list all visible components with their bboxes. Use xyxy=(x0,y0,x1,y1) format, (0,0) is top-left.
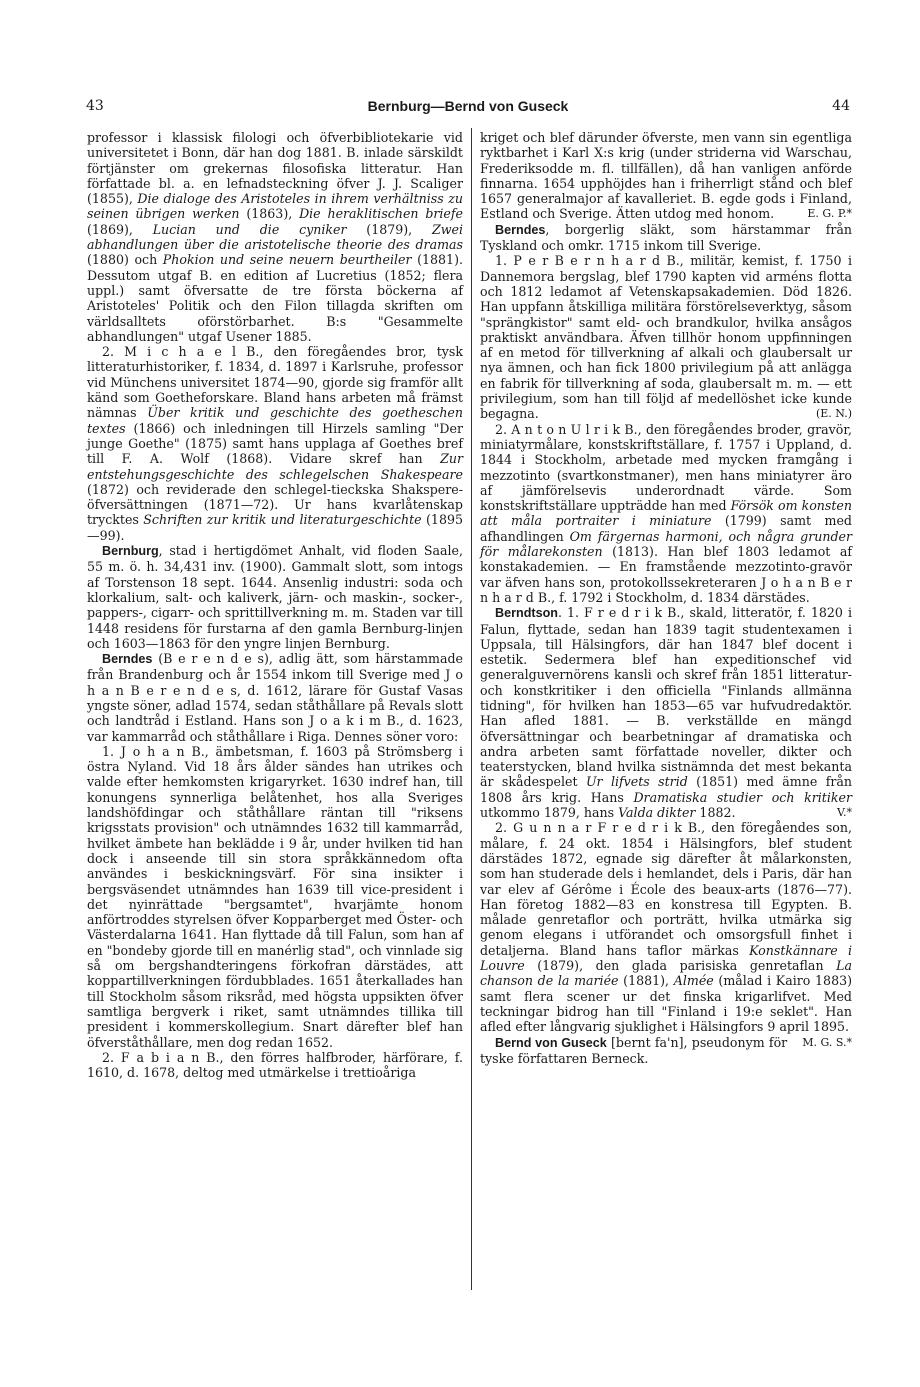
page-header xyxy=(86,98,850,120)
text-run: 2. M i c h a e l B., den föregåendes bror, tysk litteraturhistoriker, f. 1834, d. 1897 i Karlsruhe, professor vid Münchens universitet 1874—90, gjorde sig framför allt känd som Goetheforskare. Bland hans arbeten må främst nämnas xyxy=(87,344,463,421)
text-run: (B e r e n d e s), adlig ätt, som härstammade från Brandenburg och år 1554 inkom till Sverige med J o h a n B e r e n d e s, d. 1612, lärare för Gustaf Vasas yngste söner, adlad 1574, sedan ståthållare på Revals slott och landtråd i Estland. Hans son J o a k i m B., d. 1623, var kammarråd och ståthållare i Riga. Dennes söner voro: xyxy=(87,651,463,744)
author-signature: (E. N.) xyxy=(815,407,852,421)
entry-paragraph: 2. F a b i a n B., den förres halfbroder, härförare, f. 1610, d. 1678, deltog med utmärkelse i trettioåriga xyxy=(87,1049,463,1081)
title-italic: Über kritik und geschichte des goetheschen textes xyxy=(87,405,463,436)
right-column xyxy=(480,130,852,1066)
text-run: (1880) och xyxy=(87,252,163,268)
text-run: , borgerlig släkt, som härstammar från Tyskland och omkr. 1715 inkom till Sverige. xyxy=(480,221,852,254)
title-italic: Die dialoge des Aristoteles in ihrem verhältniss zu seinen übrigen werken xyxy=(87,191,463,222)
title-italic: Om färgernas harmoni, och några grunder för målarekonsten xyxy=(480,528,852,560)
text-run: (1869), xyxy=(87,221,153,237)
title-italic: Ur lifvets strid xyxy=(585,774,688,790)
author-signature: E. G. P.* xyxy=(807,207,852,221)
title-italic: Zwei abhandlungen über die aristotelische theorie des dramas xyxy=(87,221,463,253)
page-number-left: 43 xyxy=(86,98,104,114)
text-run: 1882. xyxy=(695,805,736,821)
title-italic: Lucian und die cyniker xyxy=(152,221,347,237)
text-run: kriget och blef därunder öfverste, men vann sin egentliga ryktbarhet i Karl X:s krig (under striderna vid Warschau, Frederiksodde m. fl. tillfällen), då han vanligen anförde finnarna. 1654 upphöjdes han i friherrligt stånd och blef 1657 generalmajor af kavalleriet. B. egde gods i Finland, Estland och Sverige. Ätten utdog med honom. xyxy=(480,130,852,222)
title-italic: Almée xyxy=(673,973,714,989)
entry-paragraph xyxy=(87,130,463,344)
entry-paragraph xyxy=(480,605,852,820)
text-run: (1895—99). xyxy=(87,512,463,543)
text-run: professor i klassisk filologi och öfverbibliotekarie vid universitetet i Bonn, där han dog 1881. B. inlade särskildt förtjänster om grekernas filosofiska litteratur. Han författade bl. a. en lefnadsteckning öfver J. J. Scaliger (1855), xyxy=(87,130,463,207)
text-run: (1881), xyxy=(618,973,674,989)
text-run: (1813). Han blef 1803 ledamot af konstakademien. — En framstående mezzotinto-gravör var äfven hans son, protokollssekreteraren J o h a n B e r n h a r d B., f. 1792 i Stockholm, d. 1834 därstädes. xyxy=(480,544,852,605)
headword: Bernd von Guseck xyxy=(495,1035,607,1050)
text-run: . 1. F r e d r i k B., skald, litteratör, f. 1820 i Falun, flyttade, sedan han 1839 tagit studentexamen i Uppsala, till Hälsingfors, där han 1847 blef docent i estetik. Sedermera blef han expeditionschef vid generalguvernörens kansli och skref från 1851 litteratur- och konstkritiker i den officiella "Finlands allmänna tidning", för hvilken han 1853—65 var hufvudredaktör. Han afled 1881. — B. verkställde en mängd öfversättningar och bearbetningar af dramatiska och andra arbeten samt författade noveller, dikter och teaterstycken, bland hvilka sistnämnda det mest bekanta är skådespelet xyxy=(480,605,852,790)
text-run: (1863), xyxy=(239,206,300,222)
title-italic: Konstkännare i Louvre xyxy=(480,942,852,974)
text-run: (1799) samt med afhandlingen xyxy=(480,513,852,544)
text-run: (1872) och reviderade den schlegel-tieckska Shakspere-öfversättningen (1871—72). Ur hans kvarlåtenskap trycktes xyxy=(87,481,463,528)
entry-paragraph xyxy=(87,543,463,651)
title-italic: Dramatiska studier och kritiker xyxy=(633,789,852,805)
text-run: (1879), xyxy=(346,221,432,237)
left-column xyxy=(87,130,463,1080)
entry-paragraph xyxy=(87,651,463,744)
entry-paragraph: 1. J o h a n B., ämbetsman, f. 1603 på Strömsberg i östra Nyland. Vid 18 års ålder sändes han utrikes och valde efter hemkomsten krigaryrket. 1630 indref han, till konungens synnerliga belåtenhet, hos alla Sveriges landshöfdingar och ståthållare räntan till "riksens krigsstats provision" och utnämndes 1632 till kammarråd, hvilket ämbete han beklädde i 9 år, under hvilken tid han dock i anseende till sin stora språkkännedom ofta användes i beskickningsvärf. För sina insikter i bergsväsendet utnämndes han 1639 till vice-president i det nyinrättade "bergsamtet", hvarjämte honom anförtroddes styrelsen öfver Kopparberget med Öster- och Västerdalarna 1641. Han flyttade då till Falun, som han af en "bondeby gjorde till en manérlig stad", och vinnlade sig så om bergshandteringens förkofran därstädes, att koppartillverkningen fördubblades. 1651 återkallades han till Stockholm såsom riksråd, med högsta uppsikten öfver samtliga bergverk i riket, samt utnämndes tillika till president i kommerskollegium. Snart därefter blef han öfverståthållare, men dog redan 1652. xyxy=(87,743,463,1050)
text-run: , stad i hertigdömet Anhalt, vid floden Saale, 55 m. ö. h. 34,431 inv. (1900). Gammalt slott, som intogs af Torstenson 18 sept. 1644. Ansenlig industri: soda och klorkalium, salt- och kaliverk, järn- och maskin-, socker-, pappers-, cigarr- och sprittillverkning m. m. Staden var till 1448 residens för furstarna af den gamla Bernburg-linjen och 1603—1863 för den yngre linjen Bernburg. xyxy=(87,543,463,651)
text-run: (målad i Kairo 1883) samt flera scener ur det finska krigarlifvet. Med teckningar bidrog han till "Finland i 19:e seklet". Han afled efter långvarig sjuklighet i Hälsingfors 9 april 1895. xyxy=(480,973,853,1035)
title-italic: Die heraklitischen briefe xyxy=(299,206,464,222)
entry-paragraph xyxy=(480,130,852,222)
entry-paragraph xyxy=(480,253,852,421)
author-signature: M. G. S.* xyxy=(802,1035,852,1049)
headword: Bernburg xyxy=(102,544,159,559)
entry-paragraph xyxy=(480,222,852,254)
text-run: (1866) och inledningen till Hirzels samling "Der junge Goethe" (1875) samt hans upplaga af Goethes bref till F. A. Wolf (1868). Vidare skref han xyxy=(87,420,463,467)
text-run: 2. G u n n a r F r e d r i k B., den föregåendes son, målare, f. 24 okt. 1854 i Hälsingfors, blef student därstädes 1872, egnade sig därefter åt målarkonsten, som han studerade dels i hemlandet, dels i Paris, där han var elev af Gérôme i École des beaux-arts (1876—77). Han företog 1882—83 en konstresa till Egypten. B. målade genretaflor och porträtt, hvilka utmärka sig genom elegans i utförandet och omsorgsfull finhet i detaljerna. Bland hans taflor märkas xyxy=(480,820,852,958)
entry-paragraph xyxy=(480,422,852,606)
title-italic: Schriften zur kritik und literaturgeschichte xyxy=(143,512,422,528)
title-italic: Phokion und seine neuern beurtheiler xyxy=(162,252,412,268)
column-divider xyxy=(471,128,472,1290)
text-run: 1. P e r B e r n h a r d B., militär, kemist, f. 1750 i Dannemora bergslag, blef 1790 kapten vid arméns flotta och 1812 ledamot af Vetenskapsakademien. Död 1826. Han uppfann åtskilliga militära förstörelseverktyg, såsom "sprängkistor" samt eld- och brandkulor, hvilka ansågos praktiskt användbara. Äfven tillhör honom uppfinningen af en metod för tillverkning af alkali och glaubersalt ur nya ämnen, och han fick 1800 privilegium på att anlägga en fabrik för tillverkning af soda, glaubersalt m. m. — ett privilegium, som han till följd af medellöshet icke kunde begagna. xyxy=(480,253,852,422)
title-italic: Försök om konsten att måla portraiter i miniature xyxy=(480,498,852,529)
title-italic: Zur entstehungsgeschichte des schlegelschen Shakespeare xyxy=(87,451,463,482)
text-run: (1881). Dessutom utgaf B. en edition af Lucretius (1852; flera uppl.) samt öfversatte de tre första böckerna af Aristoteles' Politik och den Filon tillagda skriften om världsalltets oförstörbarhet. B:s "Gesammelte abhandlungen" utgaf Usener 1885. xyxy=(87,252,463,344)
author-signature: V.* xyxy=(836,806,852,820)
running-title: Bernburg—Bernd von Guseck xyxy=(367,98,569,114)
text-run: 2. A n t o n U l r i k B., den föregåendes broder, gravör, miniatyrmålare, konstskriftställare, f. 1757 i Uppland, d. 1844 i Stockholm, arbetade med mycken framgång i mezzotinto (svartkonstmaner), men hans miniatyrer äro af jämförelsevis underordnadt värde. Som konstskriftställare uppträdde han med xyxy=(480,421,852,514)
headword: Berndes xyxy=(102,652,153,667)
title-italic: La chanson de la mariée xyxy=(480,958,852,989)
text-run: [bernt fa'n], pseudonym för tyske författaren Berneck. xyxy=(480,1034,788,1066)
text-run: (1879), den glada parisiska genretaflan xyxy=(524,958,837,974)
headword: Berndtson xyxy=(495,606,558,621)
page-number-right: 44 xyxy=(832,98,850,114)
entry-paragraph xyxy=(87,344,463,543)
text-run: utkommo 1879, hans xyxy=(480,805,619,821)
title-italic: Valda dikter xyxy=(618,805,696,821)
text-run: (1851) med ämne från 1808 års krig. Hans xyxy=(480,774,852,805)
headword: Berndes xyxy=(495,222,546,237)
